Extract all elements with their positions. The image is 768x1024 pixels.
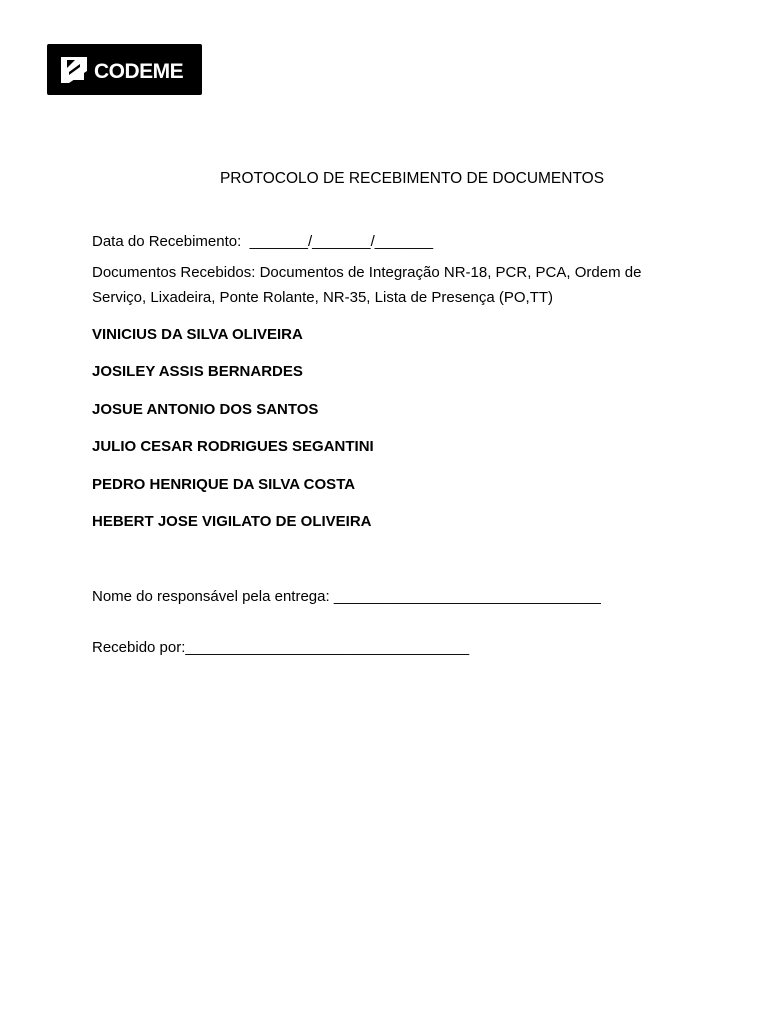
company-logo bbox=[47, 44, 202, 95]
received-by-line bbox=[92, 635, 469, 660]
name-item: HEBERT JOSE VIGILATO DE OLIVEIRA bbox=[92, 512, 372, 530]
name-item: VINICIUS DA SILVA OLIVEIRA bbox=[92, 326, 303, 343]
logo-text: CODEME bbox=[94, 60, 184, 83]
receipt-date-line bbox=[92, 229, 433, 254]
received-by-blank: __________________________________ bbox=[185, 639, 470, 656]
receipt-date-blank: _______/_______/_______ bbox=[249, 233, 434, 250]
receipt-date-label: Data do Recebimento: bbox=[92, 233, 242, 250]
name-item: JULIO CESAR RODRIGUES SEGANTINI bbox=[92, 438, 374, 456]
delivery-responsible-blank: ________________________________ bbox=[333, 588, 601, 605]
names-list bbox=[92, 322, 374, 546]
name-item: JOSUE ANTONIO DOS SANTOS bbox=[92, 400, 319, 418]
received-by-label: Recebido por: bbox=[92, 639, 186, 656]
delivery-responsible-line bbox=[92, 584, 601, 609]
codeme-logo-mark-icon bbox=[59, 55, 89, 85]
name-item: JOSILEY ASSIS BERNARDES bbox=[92, 363, 303, 381]
documents-received-text: Documentos Recebidos: Documentos de Integração NR-18, PCR, PCA, Ordem de Serviço, Lixadeira, Ponte Rolante, NR-35, Lista de Presença (PO,TT) bbox=[92, 264, 642, 306]
page-title: PROTOCOLO DE RECEBIMENTO DE DOCUMENTOS bbox=[219, 170, 605, 187]
name-item: PEDRO HENRIQUE DA SILVA COSTA bbox=[92, 475, 356, 493]
delivery-responsible-label: Nome do responsável pela entrega: bbox=[92, 588, 330, 605]
